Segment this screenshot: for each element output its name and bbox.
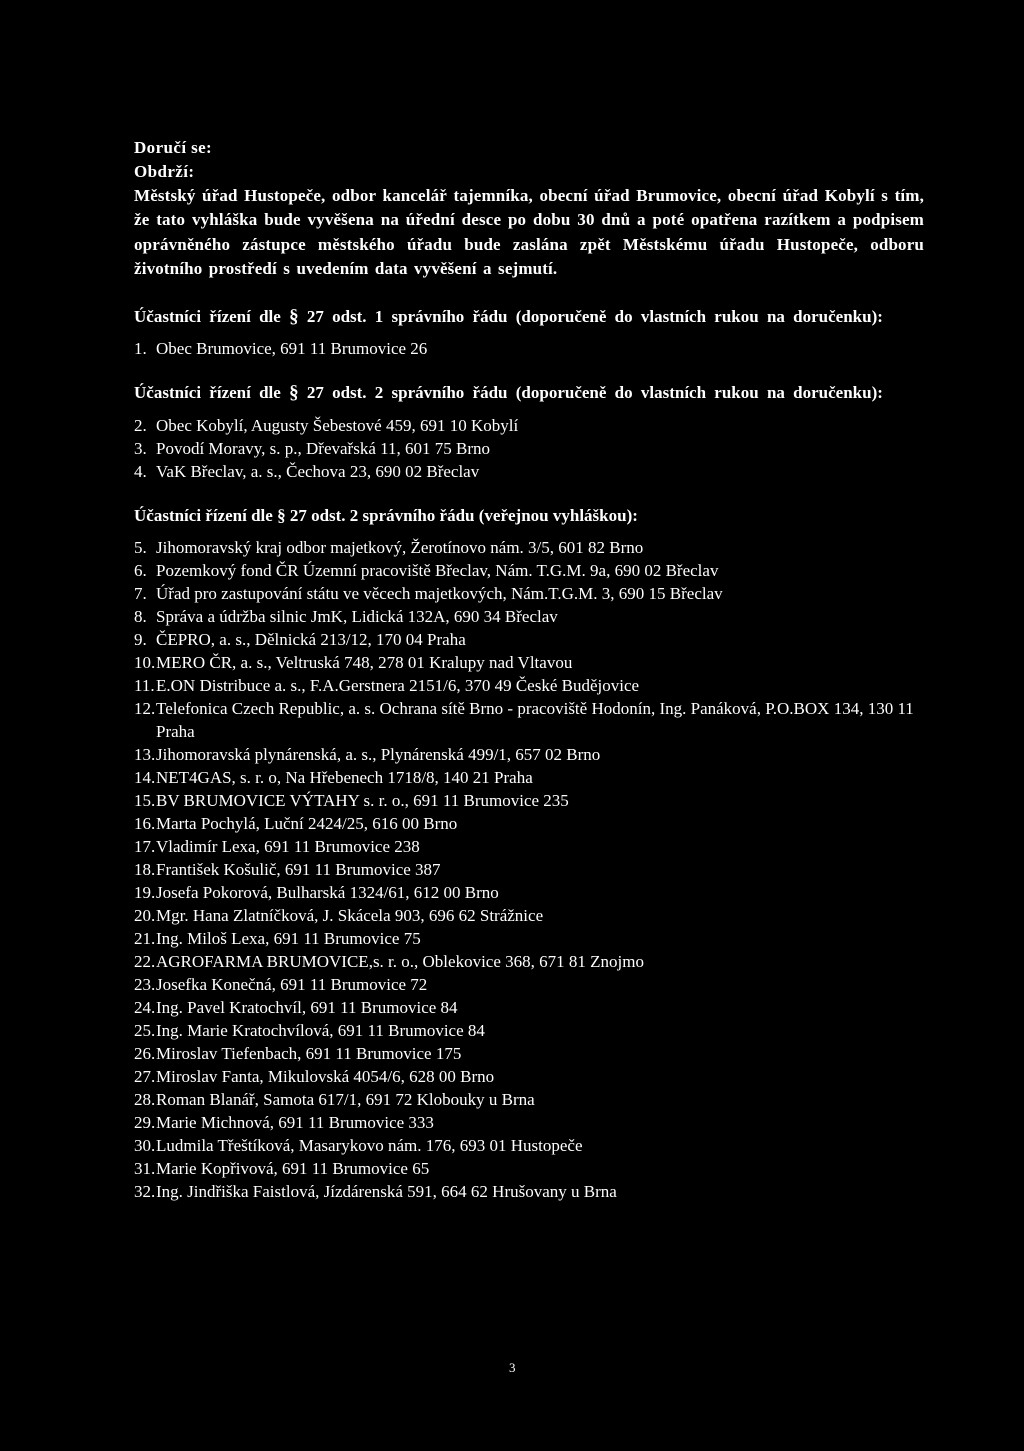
list-item-text: Správa a údržba silnic JmK, Lidická 132A, 690 34 Břeclav: [156, 606, 558, 626]
section3-heading-pre: Účastníci řízení dle: [134, 505, 273, 525]
section1-heading: [134, 305, 924, 329]
list-item-text: Marie Kopřivová, 691 11 Brumovice 65: [156, 1158, 430, 1178]
list-item-text: Marta Pochylá, Luční 2424/25, 616 00 Brno: [156, 813, 458, 833]
paragraph-sign: §: [289, 382, 299, 404]
paragraph-sign: §: [277, 505, 286, 525]
list-item-text: František Košulič, 691 11 Brumovice 387: [156, 859, 441, 879]
list-item-number: 29.: [134, 1112, 156, 1132]
list-item-number: 1.: [134, 339, 147, 359]
list-item-text: VaK Břeclav, a. s., Čechova 23, 690 02 Břeclav: [156, 461, 480, 481]
list-item: [134, 605, 924, 628]
list-item-text: Obec Kobylí, Augusty Šebestové 459, 691 10 Kobylí: [156, 415, 519, 435]
list-item-text: Ing. Miloš Lexa, 691 11 Brumovice 75: [156, 928, 421, 948]
list-item: [134, 559, 924, 582]
list-item-number: 13.: [134, 744, 156, 764]
list-item-number: 21.: [134, 928, 156, 948]
list-item-text: Marie Michnová, 691 11 Brumovice 333: [156, 1112, 434, 1132]
section3-heading-post: 27 odst. 2 správního řádu (veřejnou vyhláškou):: [289, 505, 638, 525]
list-item-text: Roman Blanář, Samota 617/1, 691 72 Klobouky u Brna: [156, 1089, 535, 1109]
list-item: [134, 1065, 924, 1088]
list-item-text: Mgr. Hana Zlatníčková, J. Skácela 903, 696 62 Strážnice: [156, 905, 544, 925]
list-item-text: AGROFARMA BRUMOVICE,s. r. o., Oblekovice 368, 671 81 Znojmo: [156, 951, 644, 971]
list-item-text: Miroslav Tiefenbach, 691 11 Brumovice 175: [156, 1043, 462, 1063]
list-item-text: Jihomoravský kraj odbor majetkový, Žerotínovo nám. 3/5, 601 82 Brno: [156, 537, 644, 557]
list-item: [134, 904, 924, 927]
list-item: [134, 437, 924, 460]
list-item-number: 16.: [134, 813, 156, 833]
list-item-number: 26.: [134, 1043, 156, 1063]
list-item-number: 24.: [134, 997, 156, 1017]
section1-list: [134, 337, 924, 360]
list-item: [134, 858, 924, 881]
list-item-number: 28.: [134, 1089, 156, 1109]
list-item-text: Ing. Jindřiška Faistlová, Jízdárenská 591, 664 62 Hrušovany u Brna: [156, 1181, 617, 1201]
paragraph-sign: §: [289, 306, 299, 328]
list-item: [134, 835, 924, 858]
list-item: [134, 973, 924, 996]
list-item-number: 9.: [134, 629, 147, 649]
section3-list: [134, 536, 924, 1203]
list-item: [134, 812, 924, 835]
list-item-number: 11.: [134, 675, 155, 695]
list-item-text: Ludmila Třeštíková, Masarykovo nám. 176, 693 01 Hustopeče: [156, 1135, 583, 1155]
section3-heading: [134, 504, 924, 528]
list-item-text: ČEPRO, a. s., Dělnická 213/12, 170 04 Praha: [156, 629, 466, 649]
list-item: [134, 337, 924, 360]
list-item: [134, 789, 924, 812]
list-item: [134, 674, 924, 697]
section2-list: [134, 414, 924, 483]
list-item: [134, 1134, 924, 1157]
list-item-number: 17.: [134, 836, 156, 856]
list-item: [134, 1157, 924, 1180]
intro-paragraph: Městský úřad Hustopeče, odbor kancelář tajemníka, obecní úřad Brumovice, obecní úřad Kobylí s tím, že tato vyhláška bude vyvěšena na úřední desce po dobu 30 dnů a poté opatřena razítkem a podpisem oprávněného zástupce městského úřadu bude zaslána zpět Městskému úřadu Hustopeče, odboru životního prostředí s uvedením data vyvěšení a sejmutí.: [134, 186, 924, 278]
list-item-number: 10.: [134, 652, 156, 672]
list-item-text: Ing. Pavel Kratochvíl, 691 11 Brumovice 84: [156, 997, 458, 1017]
list-item: [134, 651, 924, 674]
list-item-text: Jihomoravská plynárenská, a. s., Plynárenská 499/1, 657 02 Brno: [156, 744, 601, 764]
list-item-number: 18.: [134, 859, 156, 879]
list-item-text: Povodí Moravy, s. p., Dřevařská 11, 601 75 Brno: [156, 438, 490, 458]
list-item-text: MERO ČR, a. s., Veltruská 748, 278 01 Kralupy nad Vltavou: [156, 652, 573, 672]
list-item: [134, 536, 924, 559]
list-item: [134, 881, 924, 904]
list-item: [134, 1111, 924, 1134]
list-item-number: 8.: [134, 606, 147, 626]
list-item: [134, 766, 924, 789]
list-item-number: 6.: [134, 560, 147, 580]
list-item-number: 2.: [134, 415, 147, 435]
section2-heading-pre: Účastníci řízení dle: [134, 383, 281, 403]
list-item-text: Úřad pro zastupování státu ve věcech majetkových, Nám.T.G.M. 3, 690 15 Břeclav: [156, 583, 723, 603]
list-item-number: 4.: [134, 461, 147, 481]
list-item-number: 22.: [134, 951, 156, 971]
list-item-number: 20.: [134, 905, 156, 925]
list-item: [134, 1019, 924, 1042]
list-item-number: 7.: [134, 583, 147, 603]
list-item-text: Josefka Konečná, 691 11 Brumovice 72: [156, 974, 428, 994]
list-item: [134, 950, 924, 973]
list-item-number: 32.: [134, 1181, 156, 1201]
list-item-number: 25.: [134, 1020, 156, 1040]
list-item-number: 14.: [134, 767, 156, 787]
list-item-number: 12.: [134, 698, 156, 718]
list-item: [134, 1088, 924, 1111]
section1-heading-pre: Účastníci řízení dle: [134, 307, 281, 327]
list-item-number: 19.: [134, 882, 156, 902]
list-item-number: 5.: [134, 537, 147, 557]
list-item-text: Vladimír Lexa, 691 11 Brumovice 238: [156, 836, 420, 856]
obdrzi-label: Obdrží:: [134, 162, 195, 181]
page-number: 3: [509, 1360, 516, 1375]
list-item-text: Pozemkový fond ČR Územní pracoviště Břeclav, Nám. T.G.M. 9a, 690 02 Břeclav: [156, 560, 719, 580]
list-item-text: Obec Brumovice, 691 11 Brumovice 26: [156, 339, 428, 359]
list-item-text: NET4GAS, s. r. o, Na Hřebenech 1718/8, 140 21 Praha: [156, 767, 533, 787]
list-item: [134, 582, 924, 605]
list-item-number: 23.: [134, 974, 156, 994]
doruci-se-label: Doručí se:: [134, 138, 213, 157]
list-item-number: 31.: [134, 1158, 156, 1178]
list-item: [134, 460, 924, 483]
list-item-number: 30.: [134, 1135, 156, 1155]
list-item: [134, 1180, 924, 1203]
section1-heading-post: 27 odst. 1 správního řádu (doporučeně do vlastních rukou na doručenku):: [306, 307, 883, 327]
list-item: [134, 996, 924, 1019]
list-item: [134, 697, 924, 743]
list-item-text: Miroslav Fanta, Mikulovská 4054/6, 628 00 Brno: [156, 1066, 495, 1086]
list-item: [134, 628, 924, 651]
list-item-text: Telefonica Czech Republic, a. s. Ochrana sítě Brno - pracoviště Hodonín, Ing. Panáková, P.O.BOX 134, 130 11 Praha: [156, 698, 914, 741]
list-item-text: BV BRUMOVICE VÝTAHY s. r. o., 691 11 Brumovice 235: [156, 790, 569, 810]
section2-heading-post: 27 odst. 2 správního řádu (doporučeně do vlastních rukou na doručenku):: [306, 383, 883, 403]
list-item-text: Ing. Marie Kratochvílová, 691 11 Brumovice 84: [156, 1020, 485, 1040]
list-item: [134, 927, 924, 950]
list-item-text: E.ON Distribuce a. s., F.A.Gerstnera 2151/6, 370 49 České Budějovice: [156, 675, 640, 695]
document-page: [134, 136, 924, 1203]
section2-heading: [134, 381, 924, 405]
list-item-number: 3.: [134, 438, 147, 458]
list-item-number: 27.: [134, 1066, 156, 1086]
list-item-number: 15.: [134, 790, 156, 810]
list-item: [134, 414, 924, 437]
list-item-text: Josefa Pokorová, Bulharská 1324/61, 612 00 Brno: [156, 882, 499, 902]
list-item: [134, 743, 924, 766]
list-item: [134, 1042, 924, 1065]
